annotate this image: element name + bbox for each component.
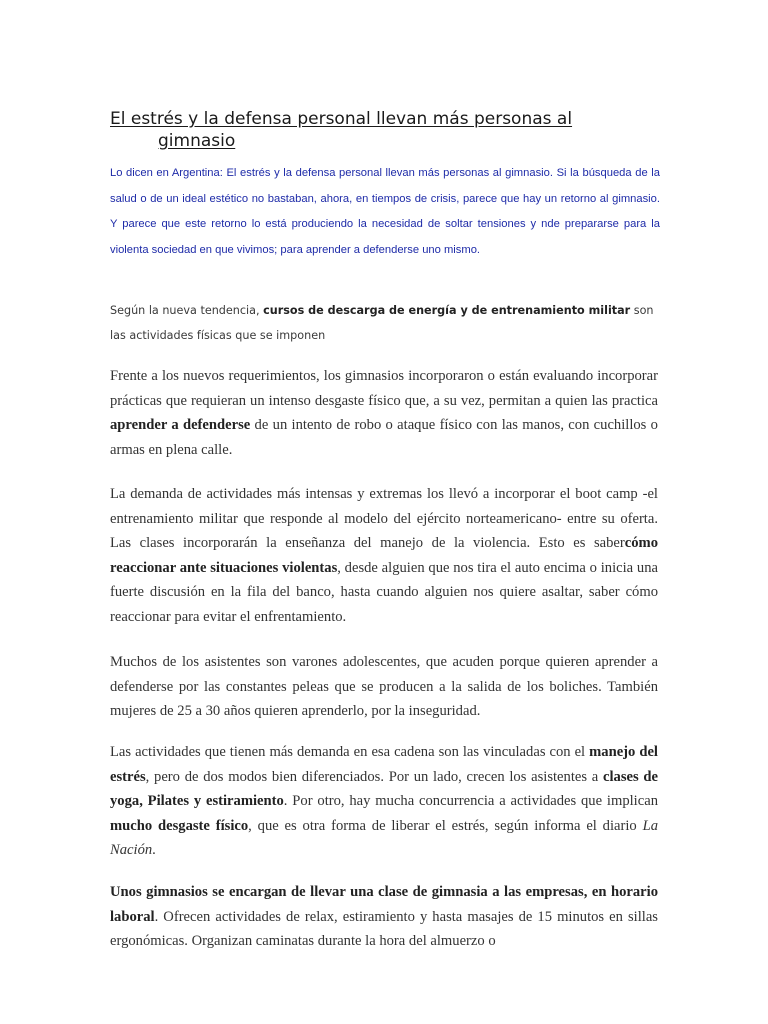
- body-paragraph-1: [110, 364, 658, 462]
- paragraph-text: .: [152, 842, 156, 859]
- subheading-bold: cursos de descarga de energía y de entrenamiento militar: [263, 304, 631, 317]
- paragraph-bold: clases de yoga, Pilates y estiramiento: [110, 768, 658, 810]
- paragraph-text: Las actividades que tienen más demanda en esa cadena son las vinculadas con el: [110, 744, 590, 760]
- paragraph-text: Frente a los nuevos requerimientos, los gimnasios incorporaron o están evaluando incorporar prácticas que requieran un intenso desgaste físico que, a su vez, permitan a quien las practica: [110, 368, 658, 409]
- title-line-2: gimnasio: [158, 131, 236, 151]
- subheading-text: Según la nueva tendencia,: [110, 304, 264, 317]
- paragraph-text: , que es otra forma de liberar el estrés, según informa el diario: [248, 817, 643, 834]
- paragraph-text: de un intento de robo o ataque físico con las manos, con cuchillos o armas en plena calle.: [110, 417, 658, 458]
- article-title: [110, 108, 670, 152]
- body-paragraph-2: [110, 482, 658, 630]
- paragraph-text: , desde alguien que nos tira el auto encima o inicia una fuerte discusión en la fila del banco, hasta cuando alguien nos quiere asaltar, saber cómo reaccionar para evitar el enfrentamiento.: [110, 559, 658, 625]
- subheading-text-end: son las actividades físicas que se imponen: [110, 304, 654, 342]
- paragraph-bold: mucho desgaste físico: [110, 817, 249, 834]
- paragraph-text: , pero de dos modos bien diferenciados. Por un lado, crecen los asistentes a: [145, 768, 603, 785]
- subheading: [110, 298, 670, 348]
- body-paragraph-4: [110, 740, 658, 863]
- paragraph-text: La demanda de actividades más intensas y extremas los llevó a incorporar el boot camp -el entrenamiento militar que responde al modelo del ejército norteamericano- entre su oferta. Las clases incorporarán la enseñanza del manejo de la violencia. Esto es saber: [110, 486, 658, 552]
- title-line-1: El estrés y la defensa personal llevan más personas al: [110, 109, 573, 129]
- paragraph-text: . Ofrecen actividades de relax, estiramiento y hasta masajes de 15 minutos en sillas ergonómicas. Organizan caminatas durante la hora del almuerzo o: [110, 908, 658, 950]
- paragraph-bold: manejo del estrés: [110, 744, 658, 785]
- body-paragraph-5: [110, 880, 658, 954]
- newspaper-name: La Nación: [110, 817, 658, 859]
- body-paragraph-3: Muchos de los asistentes son varones adolescentes, que acuden porque quieren aprender a defenderse por las constantes peleas que se producen a la salida de los boliches. También mujeres de 25 a 30 años quieren aprenderlo, por la inseguridad.: [110, 654, 658, 720]
- paragraph-bold: aprender a defenderse: [110, 417, 251, 434]
- lead-paragraph: Lo dicen en Argentina: El estrés y la defensa personal llevan más personas al gimnasio. Si la búsqueda de la salud o de un ideal estético no bastaban, ahora, en tiempos de crisis, parece que hay un retorno al gimnasio. Y parece que este retorno lo está produciendo la necesidad de soltar tensiones y nde prepararse para la violenta sociedad en que vivimos; para aprender a defenderse uno mismo.: [110, 167, 660, 256]
- paragraph-bold: Unos gimnasios se encargan de llevar una clase de gimnasia a las empresas, en horario laboral: [110, 884, 658, 925]
- paragraph-bold: cómo reaccionar ante situaciones violentas: [110, 535, 658, 576]
- paragraph-text: . Por otro, hay mucha concurrencia a actividades que implican: [283, 793, 658, 810]
